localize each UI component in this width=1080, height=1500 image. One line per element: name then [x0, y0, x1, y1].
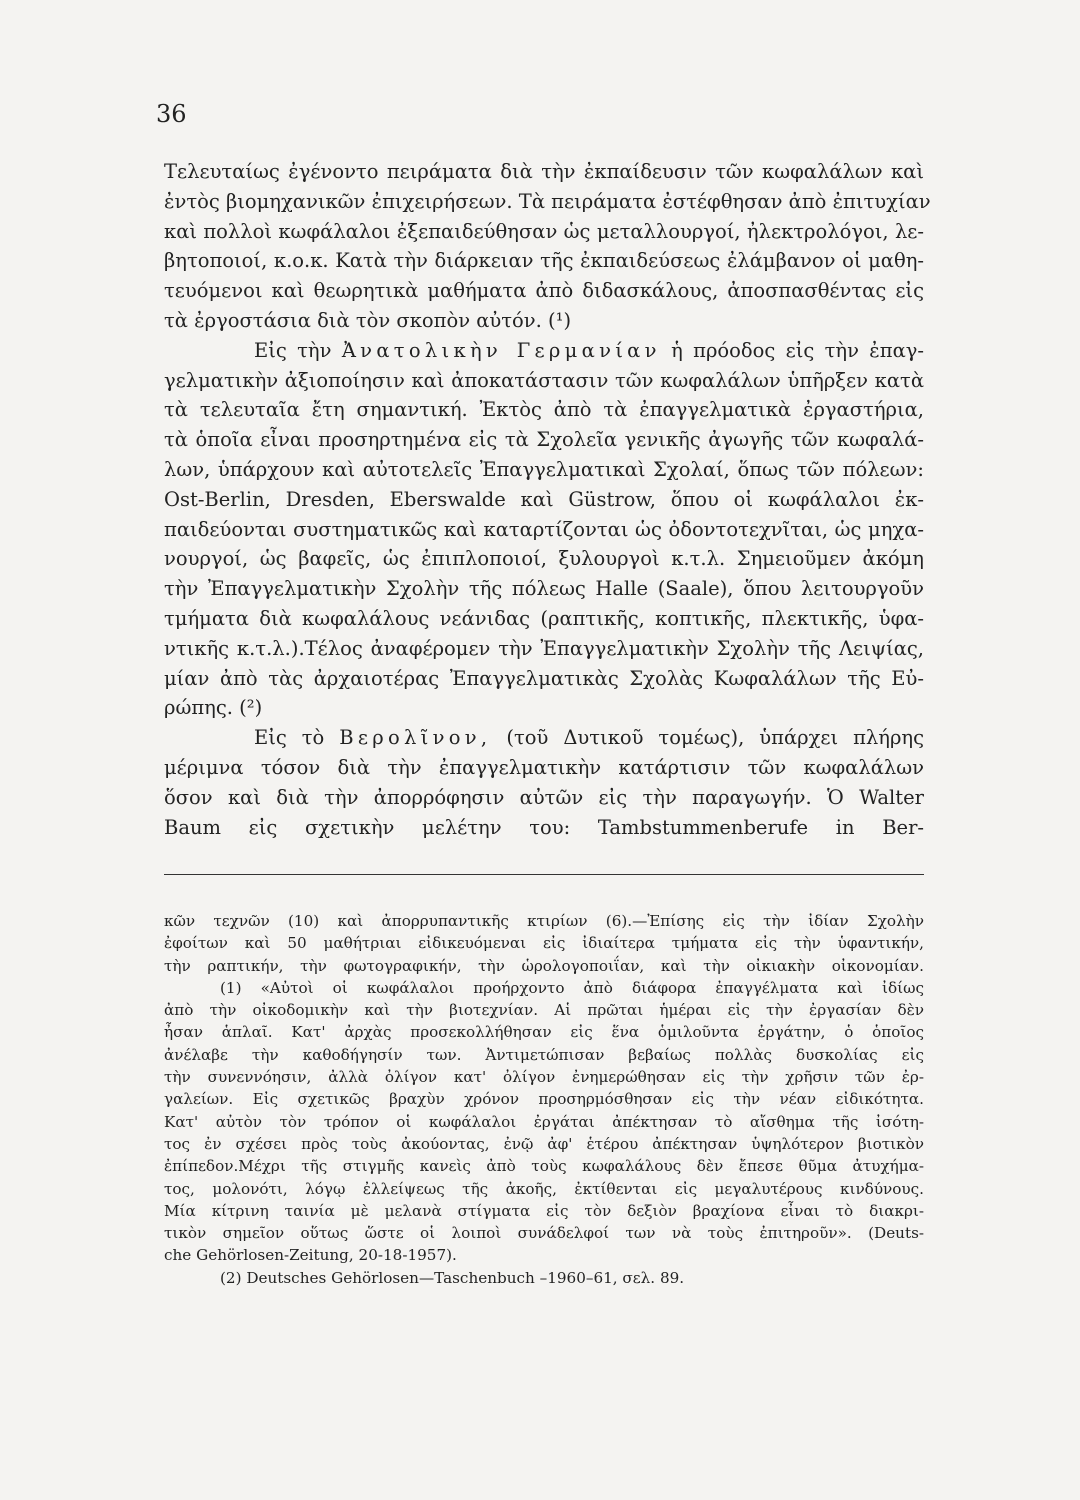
body-line: γελματικὴν ἀξιοποίησιν καὶ ἀποκατάστασιν τῶν κωφαλάλων ὑπῆρξεν κατὰ: [164, 368, 924, 392]
body-line: τὰ ἐργοστάσια διὰ τὸν σκοπὸν αὐτόν. (¹): [164, 308, 572, 332]
para3-spaced-term: Βερολῖνον,: [339, 726, 492, 750]
footnote-line: τικὸν σημεῖον οὕτως ὥστε οἱ λοιποὶ συνάδελφοί των νὰ τοὺς ἐπιτηροῦν». (Deuts-: [164, 1224, 924, 1243]
paragraph-2-first-line: [164, 336, 924, 366]
footnote-line: ἐφοίτων καὶ 50 μαθήτριαι εἰδικευόμεναι εἰς ἰδιαίτερα τμήματα εἰς τὴν ὑφαντικήν,: [164, 934, 924, 953]
main-text: [164, 157, 931, 842]
footnote-line: Μία κίτρινη ταινία μὲ μελανὰ στίγματα εἰς τὸν δεξιὸν βραχίονα εἶναι τὸ διακρι-: [164, 1201, 924, 1220]
footnote-line: ἀπὸ τὴν οἰκοδομικὴν καὶ τὴν βιοτεχνίαν. Αἱ πρῶται ἡμέραι εἰς τὴν ἐργασίαν δὲν: [164, 1001, 924, 1020]
para3-lead: Εἰς τὸ: [254, 726, 325, 750]
body-line: τὰ ὁποῖα εἶναι προσηρτημένα εἰς τὰ Σχολεῖα γενικῆς ἀγωγῆς τῶν κωφαλά-: [164, 428, 924, 452]
footnote-line: ἦσαν ἁπλαῖ. Κατ' ἀρχὰς προσεκολλήθησαν εἰς ἕνα ὁμιλοῦντα ἐργάτην, ὁ ὁποῖος: [164, 1023, 924, 1042]
body-line: τμήματα διὰ κωφαλάλους νεάνιδας (ραπτικῆς, κοπτικῆς, πλεκτικῆς, ὑφα-: [164, 606, 924, 630]
footnote-line: γαλείων. Εἰς σχετικῶς βραχὺν χρόνον προσηρμόσθησαν εἰς τὴν νέαν εἰδικότητα.: [164, 1090, 924, 1109]
footnote-line: Κατ' αὐτὸν τὸν τρόπον οἱ κωφάλαλοι ἐργάται ἀπέκτησαν τὸ αἴσθημα τῆς ἰσότη-: [164, 1112, 924, 1131]
footnotes: [164, 910, 924, 1289]
body-line: ρώπης. (²): [164, 696, 263, 720]
footnote-line: ἐπίπεδον.Μέχρι τῆς στιγμῆς κανεὶς ἀπὸ τοὺς κωφαλάλους δὲν ἔπεσε θῦμα ἀτυχήμα-: [164, 1157, 924, 1176]
para2-tail: ἡ πρόοδος εἰς τὴν ἐπαγ-: [671, 338, 925, 362]
body-line: ντικῆς κ.τ.λ.).Τέλος ἀναφέρομεν τὴν Ἐπαγγελματικὴν Σχολὴν τῆς Λειψίας,: [164, 636, 924, 660]
page-number: 36: [156, 100, 187, 128]
body-line: Ost-Berlin, Dresden, Eberswalde καὶ Güstrow, ὅπου οἱ κωφάλαλοι ἐκ-: [164, 487, 924, 511]
body-line: τευόμενοι καὶ θεωρητικὰ μαθήματα ἀπὸ διδασκάλους, ἀποσπασθέντας εἰς: [164, 279, 924, 303]
footnote-line: τὴν ραπτικήν, τὴν φωτογραφικήν, τὴν ὡρολογοποιΐαν, καὶ τὴν οἰκιακὴν οἰκονομίαν.: [164, 956, 924, 975]
para3-tail: (τοῦ Δυτικοῦ τομέως), ὑπάρχει πλήρης: [506, 726, 925, 750]
footnote-line: ἀνέλαβε τὴν καθοδήγησίν των. Ἀντιμετώπισαν βεβαίως πολλὰς δυσκολίας εἰς: [164, 1045, 924, 1064]
body-line: τὴν Ἐπαγγελματικὴν Σχολὴν τῆς πόλεως Halle (Saale), ὅπου λειτουργοῦν: [164, 577, 924, 601]
body-line: Baum εἰς σχετικὴν μελέτην του: Tambstummenberufe in Ber-: [164, 815, 924, 839]
body-line: καὶ πολλοὶ κωφάλαλοι ἐξεπαιδεύθησαν ὡς μεταλλουργοί, ἠλεκτρολόγοι, λε-: [164, 219, 924, 243]
footnote-line: τος, μολονότι, λόγῳ ἐλλείψεως τῆς ἀκοῆς, ἐκτίθενται εἰς μεγαλυτέρους κινδύνους.: [164, 1179, 924, 1198]
footnote-line: τὴν συνεννόησιν, ἀλλὰ ὀλίγον κατ' ὀλίγον ἐνημερώθησαν εἰς τὴν χρῆσιν τῶν ἐρ-: [164, 1068, 924, 1087]
body-line: λων, ὑπάρχουν καὶ αὐτοτελεῖς Ἐπαγγελματικαὶ Σχολαί, ὅπως τῶν πόλεων:: [164, 457, 924, 481]
footnote-line: κῶν τεχνῶν (10) καὶ ἀπορρυπαντικῆς κτιρίων (6).—Ἐπίσης εἰς τὴν ἰδίαν Σχολὴν: [164, 912, 924, 930]
body-line: ὅσον καὶ διὰ τὴν ἀπορρόφησιν αὐτῶν εἰς τὴν παραγωγήν. Ὁ Walter: [164, 785, 924, 809]
footnote-line: τος ἐν σχέσει πρὸς τοὺς ἀκούοντας, ἐνῷ ἀφ' ἑτέρου ἀπέκτησαν ὑψηλότερον βιοτικὸν: [164, 1134, 924, 1153]
body-line: νουργοί, ὡς βαφεῖς, ὡς ἐπιπλοποιοί, ξυλουργοὶ κ.τ.λ. Σημειοῦμεν ἀκόμη: [164, 547, 924, 571]
footnote-2: (2) Deutsches Gehörlosen—Taschenbuch –1960–61, σελ. 89.: [220, 1268, 685, 1287]
body-line: βητοποιοί, κ.ο.κ. Κατὰ τὴν διάρκειαν τῆς ἐκπαιδεύσεως ἐλάμβανον οἱ μαθη-: [164, 249, 924, 273]
para2-spaced-term: Ἀνατολικὴν Γερμανίαν: [341, 338, 661, 362]
body-line: παιδεύονται συστηματικῶς καὶ καταρτίζονται ὡς ὀδοντοτεχνῖται, ὡς μηχα-: [164, 517, 924, 541]
footnote-separator: [164, 874, 924, 875]
body-line: τὰ τελευταῖα ἔτη σημαντική. Ἐκτὸς ἀπὸ τὰ ἐπαγγελματικὰ ἐργαστήρια,: [164, 398, 924, 422]
body-line: Τελευταίως ἐγένοντο πειράματα διὰ τὴν ἐκπαίδευσιν τῶν κωφαλάλων καὶ: [164, 160, 924, 183]
footnote-1-first-line: (1) «Αὐτοὶ οἱ κωφάλαλοι προήρχοντο ἀπὸ διάφορα ἐπαγγέλματα καὶ ἰδίως: [220, 978, 924, 997]
footnote-line: che Gehörlosen-Zeitung, 20-18-1957).: [164, 1246, 457, 1265]
paragraph-3-first-line: [164, 723, 924, 753]
body-line: μίαν ἀπὸ τὰς ἀρχαιοτέρας Ἐπαγγελματικὰς Σχολὰς Κωφαλάλων τῆς Εὐ-: [164, 666, 924, 690]
para2-lead: Εἰς τὴν: [254, 338, 332, 362]
body-line: μέριμνα τόσον διὰ τὴν ἐπαγγελματικὴν κατάρτισιν τῶν κωφαλάλων: [164, 755, 924, 779]
body-line: ἐντὸς βιομηχανικῶν ἐπιχειρήσεων. Τὰ πειράματα ἐστέφθησαν ἀπὸ ἐπιτυχίαν: [164, 189, 931, 213]
